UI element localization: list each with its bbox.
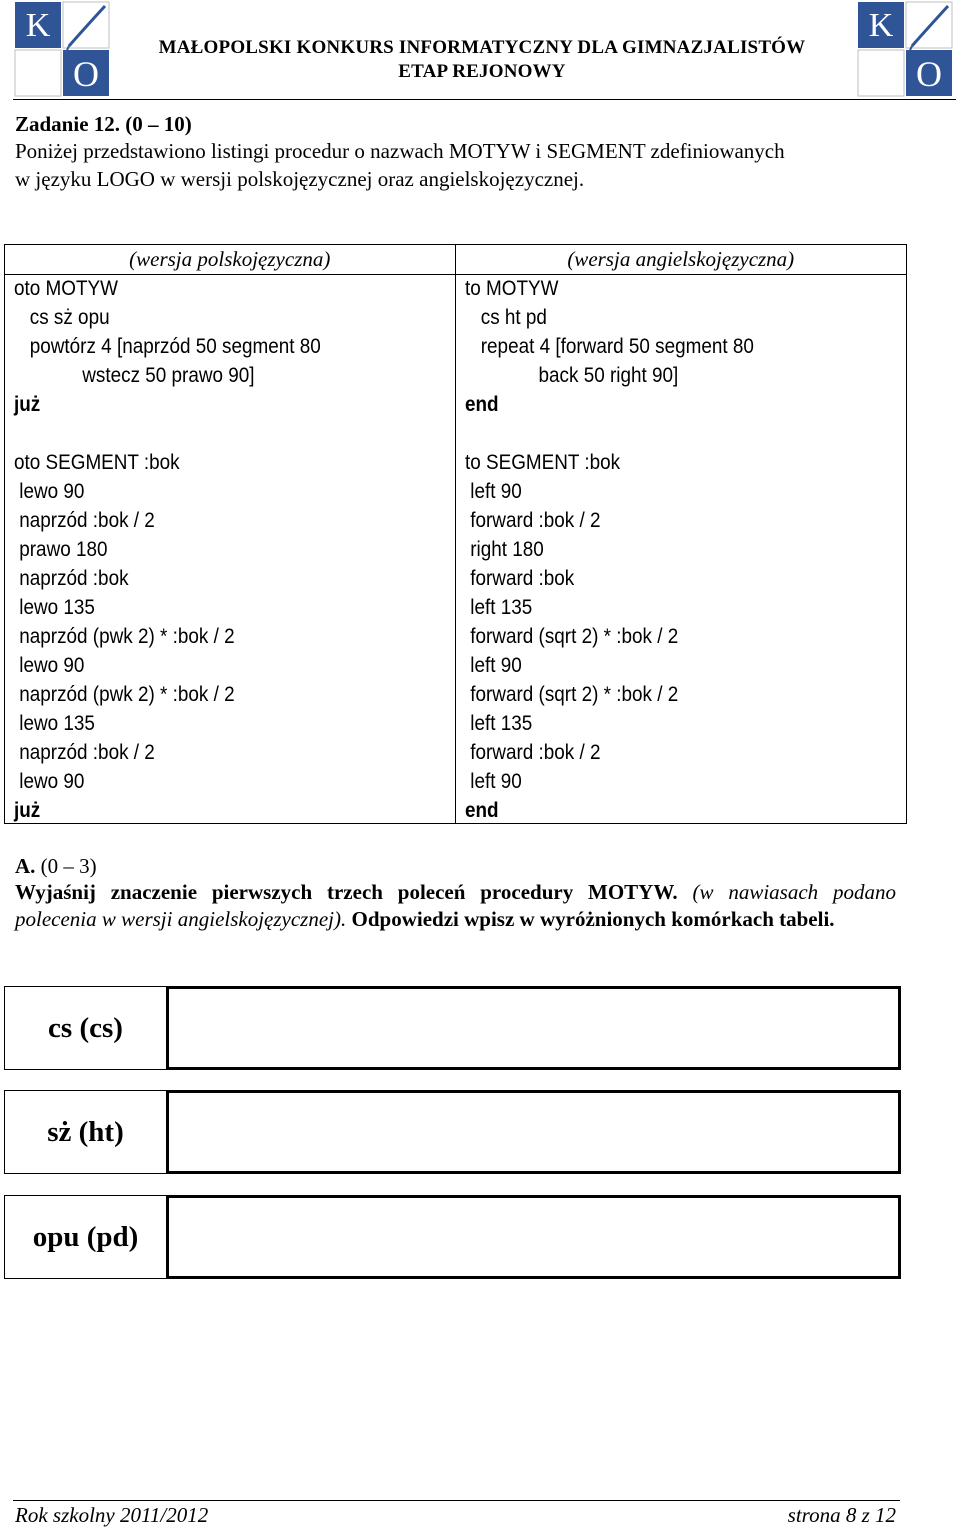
answer-row-cs: [4, 986, 901, 1070]
answer-label: sż (ht): [4, 1090, 166, 1174]
code-line: forward :bok / 2: [464, 509, 601, 532]
code-line: back 50 right 90]: [464, 364, 678, 387]
code-line: cs sż opu: [14, 306, 110, 329]
code-line: wstecz 50 prawo 90]: [14, 364, 255, 387]
logo-letter-k: K: [868, 7, 894, 44]
code-line: lewo 135: [14, 596, 95, 619]
code-line: forward :bok / 2: [464, 741, 601, 764]
code-line: naprzód :bok / 2: [14, 509, 155, 532]
logo-letter-o: O: [73, 54, 99, 94]
code-line: naprzód :bok: [14, 567, 129, 590]
contest-stage: ETAP REJONOWY: [398, 61, 566, 82]
contest-logo-right: [856, 0, 954, 98]
answer-row-ht: [4, 1090, 901, 1174]
code-line: już: [14, 799, 41, 822]
code-line: lewo 90: [14, 770, 85, 793]
part-a-instructions: [15, 879, 896, 933]
code-line: to MOTYW: [464, 277, 558, 300]
code-line: left 90: [464, 480, 522, 503]
code-line: left 135: [464, 712, 532, 735]
code-line: powtórz 4 [naprzód 50 segment 80: [14, 335, 321, 358]
task-intro: [15, 137, 900, 193]
code-line: naprzód :bok / 2: [14, 741, 155, 764]
intro-line: w języku LOGO w wersji polskojęzycznej oraz angielskojęzycznej.: [15, 167, 585, 191]
answer-label: cs (cs): [4, 986, 166, 1070]
part-a-note: (w nawiasach podano polecenia w wersji angielskojęzycznej).: [15, 880, 896, 931]
code-line: left 135: [464, 596, 532, 619]
english-code: [465, 274, 857, 825]
code-line: right 180: [464, 538, 544, 561]
english-version-header: (wersja angielskojęzyczna): [456, 245, 907, 275]
page-number: strona 8 z 12: [787, 1503, 896, 1527]
footer-divider: [13, 1500, 900, 1501]
part-a-question: Wyjaśnij znaczenie pierwszych trzech poleceń procedury MOTYW.: [15, 880, 678, 904]
code-line: lewo 135: [14, 712, 95, 735]
part-a-title: [15, 853, 97, 879]
answer-label: opu (pd): [4, 1195, 166, 1279]
intro-line: Poniżej przedstawiono listingi procedur o nazwach MOTYW i SEGMENT zdefiniowanych: [15, 139, 785, 163]
part-a-label: A.: [15, 854, 36, 878]
code-line: forward :bok: [464, 567, 574, 590]
code-line: forward (sqrt 2) * :bok / 2: [464, 625, 678, 648]
code-line: lewo 90: [14, 654, 85, 677]
code-line: naprzód (pwk 2) * :bok / 2: [14, 625, 235, 648]
english-listing-column: [456, 245, 907, 823]
task-title: Zadanie 12. (0 – 10): [15, 112, 192, 136]
polish-code: [14, 274, 405, 825]
logo-letter-o: O: [916, 54, 942, 94]
code-line: oto MOTYW: [14, 277, 118, 300]
code-line: forward (sqrt 2) * :bok / 2: [464, 683, 678, 706]
logo-letter-k: K: [25, 7, 51, 44]
part-a-answer-hint: Odpowiedzi wpisz w wyróżnionych komórkach tabeli.: [346, 907, 835, 931]
contest-name: MAŁOPOLSKI KONKURS INFORMATYCZNY DLA GIMNAZJALISTÓW: [158, 37, 806, 58]
code-line: [465, 419, 857, 448]
code-line: [14, 419, 405, 448]
contest-logo-left: [13, 0, 111, 98]
code-line: naprzód (pwk 2) * :bok / 2: [14, 683, 235, 706]
header-divider: [13, 99, 956, 100]
code-line: już: [14, 393, 41, 416]
page-header-title: [120, 36, 844, 84]
code-line: left 90: [464, 770, 522, 793]
answer-cell-pd[interactable]: [166, 1195, 901, 1279]
code-line: left 90: [464, 654, 522, 677]
procedure-listing-table: [4, 244, 907, 824]
part-a-points: (0 – 3): [35, 854, 97, 878]
code-line: end: [464, 393, 499, 416]
polish-version-header: (wersja polskojęzyczna): [5, 245, 455, 275]
code-line: cs ht pd: [464, 306, 547, 329]
polish-listing-column: [5, 245, 456, 823]
code-line: repeat 4 [forward 50 segment 80: [464, 335, 754, 358]
answer-cell-cs[interactable]: [166, 986, 901, 1070]
answer-row-pd: [4, 1195, 901, 1279]
code-line: oto SEGMENT :bok: [14, 451, 180, 474]
code-line: to SEGMENT :bok: [464, 451, 620, 474]
school-year: Rok szkolny 2011/2012: [15, 1503, 209, 1527]
answer-cell-ht[interactable]: [166, 1090, 901, 1174]
code-line: end: [464, 799, 499, 822]
code-line: lewo 90: [14, 480, 85, 503]
code-line: prawo 180: [14, 538, 108, 561]
